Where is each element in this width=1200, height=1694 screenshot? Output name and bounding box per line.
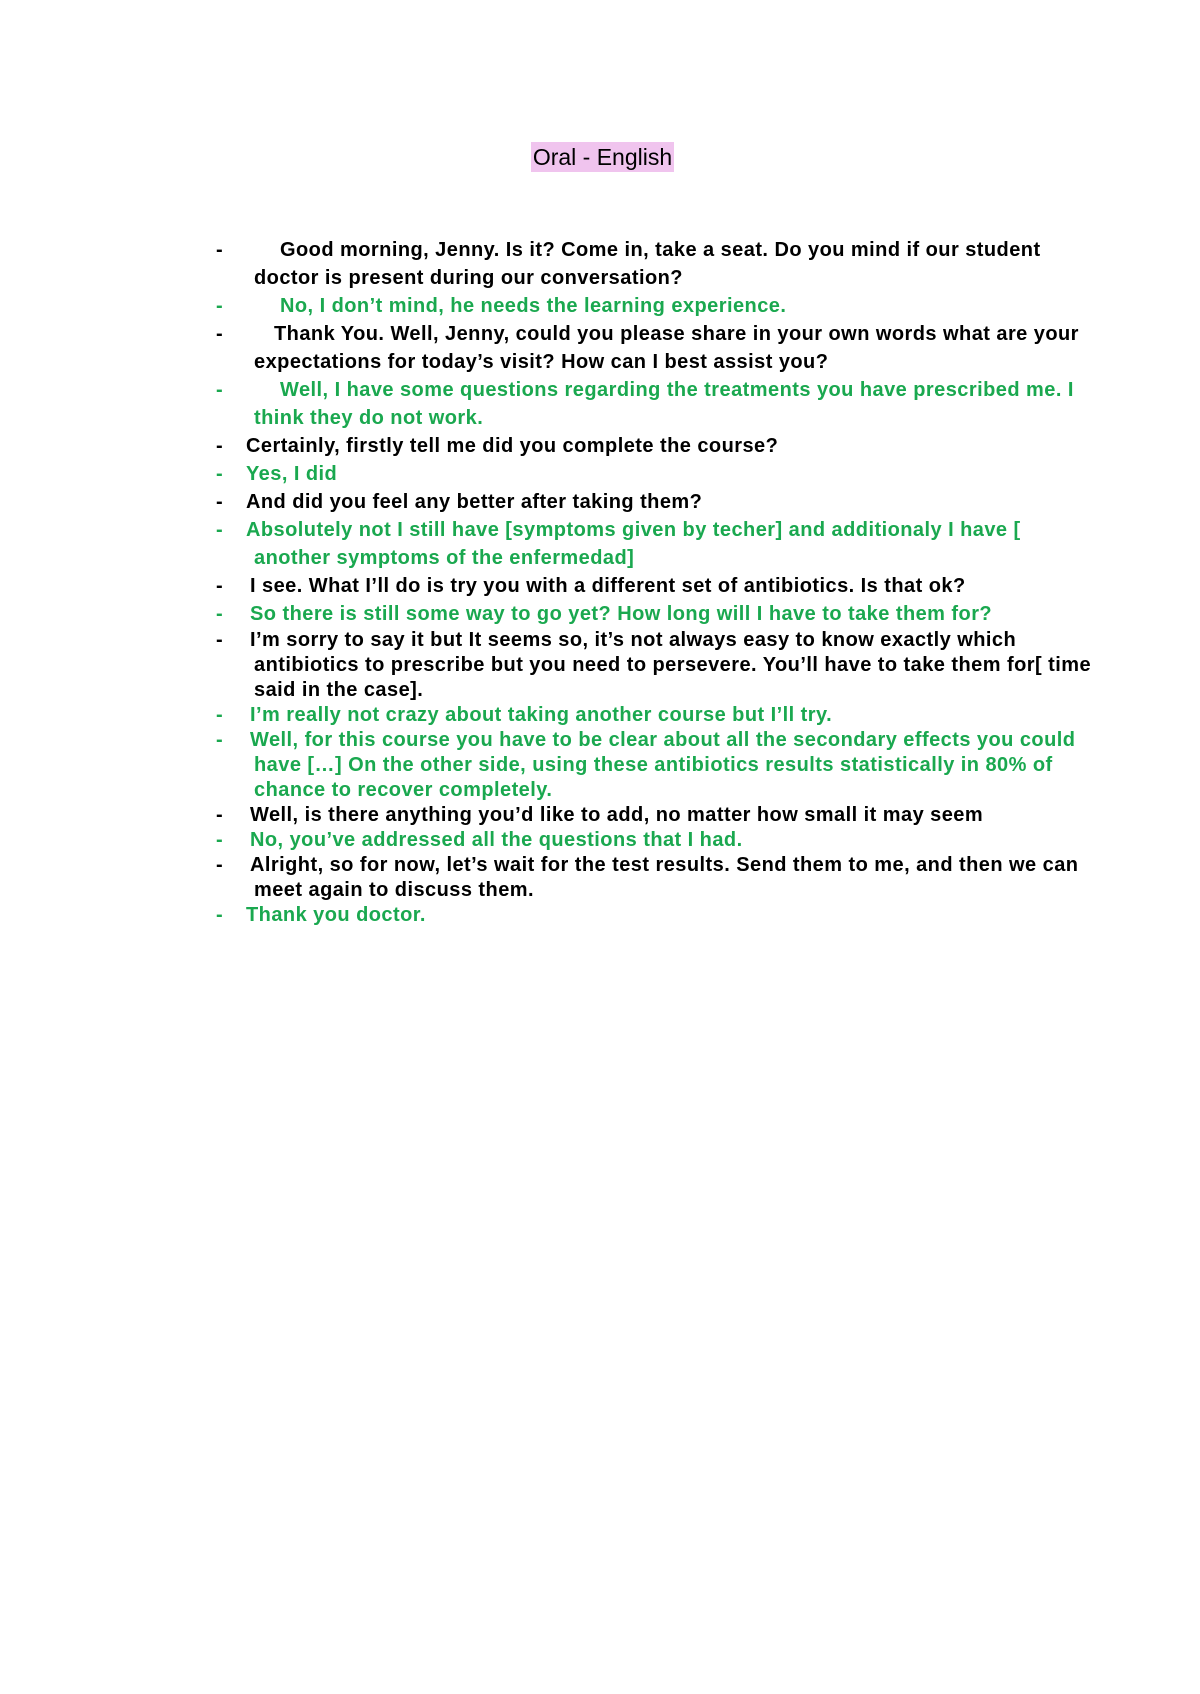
bullet-dash: - <box>216 323 224 345</box>
bullet-dash: - <box>216 704 224 726</box>
dialogue-line <box>216 460 1096 488</box>
dialogue-line <box>216 600 1096 628</box>
dialogue-line <box>216 628 1096 703</box>
dialogue-text: Yes, I did <box>246 463 338 485</box>
title-wrap <box>0 142 1200 172</box>
dialogue-line <box>216 572 1096 600</box>
bullet-dash: - <box>216 463 224 485</box>
bullet-dash: - <box>216 239 224 261</box>
bullet-dash: - <box>216 379 224 401</box>
dialogue-text: Certainly, firstly tell me did you complete the course? <box>246 435 779 457</box>
dialogue-text: And did you feel any better after taking them? <box>246 491 703 513</box>
dialogue-line <box>216 903 1096 928</box>
dialogue-text: I see. What I’ll do is try you with a different set of antibiotics. Is that ok? <box>250 575 966 597</box>
dialogue-line <box>216 236 1096 292</box>
dialogue-line <box>216 803 1096 828</box>
bullet-dash: - <box>216 435 224 457</box>
dialogue-line <box>216 292 1096 320</box>
dialogue-line <box>216 703 1096 728</box>
bullet-dash: - <box>216 804 224 826</box>
dialogue-line <box>216 320 1096 376</box>
dialogue-text: Alright, so for now, let’s wait for the test results. Send them to me, and then we can meet again to discuss them. <box>250 854 1079 901</box>
bullet-dash: - <box>216 491 224 513</box>
dialogue-line <box>216 728 1096 803</box>
dialogue-line <box>216 516 1096 572</box>
dialogue-text: Good morning, Jenny. Is it? Come in, take a seat. Do you mind if our student doctor is present during our conversation? <box>254 239 1041 289</box>
bullet-dash: - <box>216 854 224 876</box>
dialogue-text: Thank you doctor. <box>246 904 426 926</box>
dialogue-text: Well, I have some questions regarding the treatments you have prescribed me. I think they do not work. <box>254 379 1074 429</box>
bullet-dash: - <box>216 295 224 317</box>
dialogue-text: Well, for this course you have to be clear about all the secondary effects you could have […] On the other side, using these antibiotics results statistically in 80% of chance to recover completely. <box>250 729 1076 801</box>
dialogue-text: Thank You. Well, Jenny, could you please share in your own words what are your expectations for today’s visit? How can I best assist you? <box>254 323 1079 373</box>
dialogue-list <box>216 236 1096 928</box>
bullet-dash: - <box>216 829 224 851</box>
dialogue-line <box>216 828 1096 853</box>
dialogue-line <box>216 432 1096 460</box>
dialogue-text: I’m sorry to say it but It seems so, it’s not always easy to know exactly which antibiotics to prescribe but you need to persevere. You’ll have to take them for[ time said in the case]. <box>250 629 1092 701</box>
dialogue-text: Well, is there anything you’d like to add, no matter how small it may seem <box>250 804 984 826</box>
dialogue-text: So there is still some way to go yet? How long will I have to take them for? <box>250 603 993 625</box>
dialogue-text: No, I don’t mind, he needs the learning experience. <box>280 295 787 317</box>
dialogue-text: I’m really not crazy about taking another course but I’ll try. <box>250 704 833 726</box>
dialogue-text: Absolutely not I still have [symptoms given by techer] and additionaly I have [ another symptoms of the enfermedad] <box>246 519 1021 569</box>
bullet-dash: - <box>216 904 224 926</box>
bullet-dash: - <box>216 575 224 597</box>
bullet-dash: - <box>216 603 224 625</box>
dialogue-line <box>216 853 1096 903</box>
bullet-dash: - <box>216 519 224 541</box>
dialogue-text: No, you’ve addressed all the questions that I had. <box>250 829 743 851</box>
bullet-dash: - <box>216 729 224 751</box>
page-title: Oral - English <box>532 144 673 170</box>
bullet-dash: - <box>216 629 224 651</box>
dialogue-line <box>216 488 1096 516</box>
dialogue-line <box>216 376 1096 432</box>
